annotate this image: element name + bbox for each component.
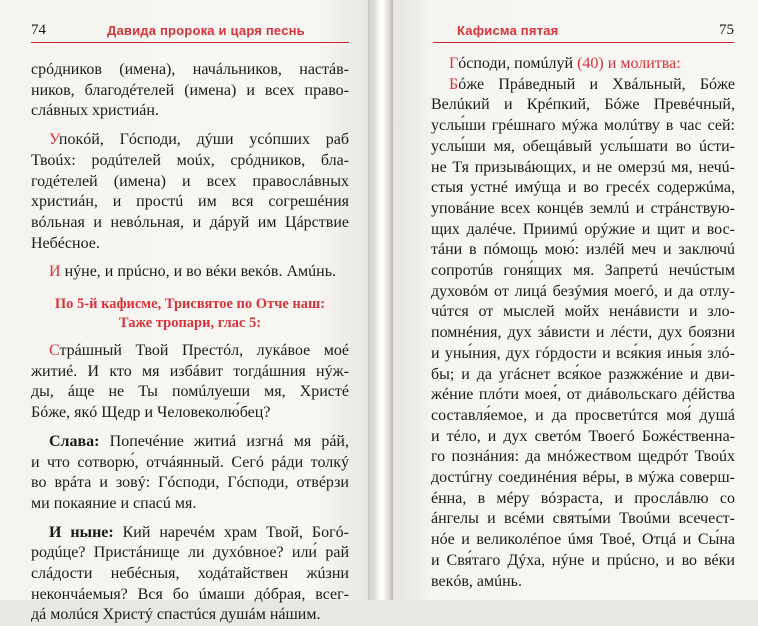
text-line: сопротúв гоня́щих мя. Запретú нечúстым bbox=[431, 262, 735, 280]
text-line: тáни в пóмощь мою́: излéй меч и заключú bbox=[431, 241, 735, 259]
text-line: достúгну соединéния вéры, в мýжа соверш- bbox=[431, 469, 735, 487]
text-line: помнéния, дух зáвисти и лéсти, дух боязни bbox=[431, 324, 735, 342]
text-line: некончáемыя? Вся бо úмаши дóбрая, всег- bbox=[31, 585, 349, 603]
text-line: уповáние всех концéв землú и стрáнствую- bbox=[431, 199, 735, 217]
text-line: услы́ши мя, обещáвый услы́шати во úсти- bbox=[431, 137, 735, 155]
text-line: нóе и великолéпое úмя Твоé, Отцá и Сы́на bbox=[431, 531, 735, 549]
text-line: чúтся от мыслей мойх ненáвисти и зло- bbox=[431, 303, 735, 321]
text-line: И ныне: Кий наречéм храм Твой, Богó- bbox=[49, 523, 349, 541]
text-line: составля́емое, и да просветúтся моя́ душá bbox=[431, 406, 735, 424]
paragraph-repose bbox=[31, 130, 349, 254]
text-line: ды, áще не Ты помúлуеши мя, Христé bbox=[31, 383, 349, 401]
i-nyne-label: И ныне: bbox=[49, 523, 114, 541]
text-line: дá молúся Христý спастúся душáм нáшим. bbox=[31, 606, 321, 624]
drop-cap: У bbox=[49, 131, 59, 149]
paragraph-troparion bbox=[31, 341, 349, 424]
text-line: Слава: Попечéние житиá изгнá мя рáй, bbox=[49, 432, 349, 450]
drop-cap: Б bbox=[449, 75, 459, 93]
right-text-block bbox=[431, 54, 735, 592]
text-line: слáвных христиáн. bbox=[31, 102, 159, 120]
text-line: ников, благодéтелей (имена) и всех право- bbox=[31, 81, 349, 99]
text-line: áнгелы и всéми святы́ми Твоúми всечест- bbox=[431, 510, 735, 528]
text-line: щих далéче. Приимú орýжие и щит и вос- bbox=[431, 220, 735, 238]
drop-cap: Г bbox=[449, 55, 459, 72]
paragraph-prayer bbox=[431, 75, 735, 593]
text-line: житиé. И кто мя избáвит тогдáшния нýж- bbox=[31, 362, 349, 380]
text-line: вóльная и невóльная, и дáруй им Цáрствие bbox=[31, 213, 349, 231]
bookmark-ribbon bbox=[373, 0, 389, 600]
left-header bbox=[31, 22, 349, 43]
rubric-line-1: По 5-й кафисме, Трисвятое по Отче наш: bbox=[54, 296, 326, 313]
text-line: услы́ши грéшнаго мýжа молúтву в час сей: bbox=[431, 117, 735, 135]
right-running-head: Кафисма пятая bbox=[457, 23, 559, 38]
text-line: Упокóй, Гóсподи, дýши усóпших раб bbox=[49, 131, 349, 149]
text-line: и Свя́таго Дýха, нýне и прúсно, и во вéки bbox=[431, 551, 735, 569]
text-line: и уны́ния, дух гóрдости и вся́кия ины́я злó- bbox=[431, 344, 735, 362]
right-page-number: 75 bbox=[719, 22, 734, 38]
paragraph-relatives bbox=[31, 60, 349, 122]
rubric-inline: (40) и молитва: bbox=[577, 55, 681, 72]
paragraph-slava bbox=[31, 432, 349, 515]
text-line: Гóсподи, помúлуй (40) и молитва: bbox=[449, 55, 681, 72]
drop-cap: И bbox=[49, 263, 61, 281]
text-line: бы; и да угáснет вся́кое разжжéние и дви- bbox=[431, 365, 735, 383]
paragraph-amen bbox=[31, 262, 349, 283]
paragraph-i-nyne bbox=[31, 523, 349, 626]
text-line: не Тя призывáющих, и не омерзú мя, нечú- bbox=[431, 158, 735, 176]
text-line: Твоúх: родúтелей моúх, срóдников, бла- bbox=[31, 151, 349, 169]
text-line: Небéсное. bbox=[31, 234, 100, 252]
text-line: ми покаяние и спасú мя. bbox=[31, 494, 197, 512]
text-line: Велúкий и Крéпкий, Бóже Превéчный, bbox=[431, 96, 735, 114]
text-line: Бóже Прáведный и Хвáльный, Бóже bbox=[449, 75, 735, 93]
text-line: и тéло, и дух светóм Твоегó Божéственна- bbox=[431, 427, 735, 445]
text-line: и что сотворю́, отчáянный. Сегó рáди толкý bbox=[31, 453, 349, 471]
text-line: го познáния: да мнóжеством щедрóт Твоúх bbox=[431, 448, 735, 466]
left-text-block bbox=[31, 60, 349, 626]
text-line: Бóже, якó Щедр и Человеколю́бец? bbox=[31, 404, 271, 422]
text-line: стыя устнé имýща и во гресéх содержúма, bbox=[431, 179, 735, 197]
right-header bbox=[433, 22, 734, 43]
text-line: векóв, амúнь. bbox=[431, 572, 522, 590]
left-page bbox=[0, 0, 368, 624]
paragraph-lord-have-mercy bbox=[431, 54, 735, 75]
rubric-line-2: Таже тропари, глас 5: bbox=[118, 314, 262, 331]
text-line: во врáта и зовý: Гóсподи, Гóсподи, отвéрзи bbox=[31, 474, 349, 492]
text-line: éнна, в мéру вóзраста, и прослáвлю со bbox=[431, 489, 735, 507]
left-running-head: Давида пророка и царя песнь bbox=[107, 23, 305, 38]
drop-cap: С bbox=[49, 342, 60, 360]
text-line: срóдников (имена), начáльников, настáв- bbox=[31, 61, 349, 78]
text-line: И нýне, и прúсно, и во вéки векóв. Амúнь. bbox=[49, 263, 337, 281]
text-line: духовóм от лицá безýмия моегó, и да отлу- bbox=[431, 282, 735, 300]
text-line: слáдости небéсныя, ходáтайствен жúзни bbox=[31, 565, 349, 583]
text-line: христиáн, и простú им вся согрешéния bbox=[31, 193, 349, 211]
text-line: Стрáшный Твой Престóл, лукáвое моé bbox=[49, 342, 349, 360]
right-page bbox=[393, 0, 758, 600]
text-line: жéние плóти моея́, от диáвольскаго дéйства bbox=[431, 386, 735, 404]
text-line: родúце? Пристáнище ли духóвное? или́ рай bbox=[31, 544, 349, 562]
text-line: годéтелей (имена) и всех правослáвных bbox=[31, 172, 349, 190]
rubric-heading bbox=[31, 295, 349, 332]
slava-label: Слава: bbox=[49, 432, 100, 450]
left-page-number: 74 bbox=[31, 22, 46, 38]
